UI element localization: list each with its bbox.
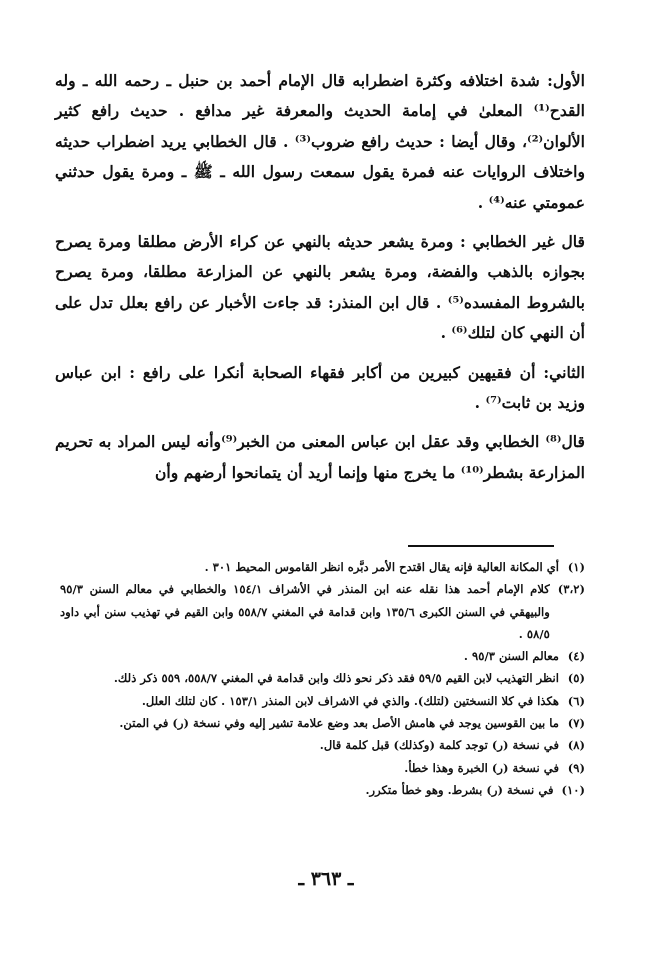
footnote [60, 556, 585, 578]
paragraph-khattabi-said: قال⁽⁸⁾ الخطابي وقد عقل ابن عباس المعنى من الخبر⁽⁹⁾وأنه ليس المراد به تحريم المزارعة بشطر⁽¹⁰⁾ ما يخرج منها وإنما أريد أن يتمانحوا أرضهم وأن [55, 432, 585, 482]
footnote [60, 779, 585, 801]
paragraph-second-reason: الثاني: أن فقيهين كبيرين من أكابر فقهاء الصحابة أنكرا على رافع : ابن عباس وزيد بن ثابت⁽⁷⁾ . [55, 362, 585, 413]
footnote-text: كلام الإمام أحمد هذا نقله عنه ابن المنذر في الأشراف ١٥٤/١ والخطابي في معالم السنن ٩٥/٣ والبيهقي في السنن الكبرى ١٣٥/٦ وابن قدامة في المغني ٥٥٨/٧ وابن القيم في تهذيب سنن أبي داود ٥٨/٥ . [60, 582, 550, 641]
footnote-text: في نسخة (ر) توجد كلمة (وكذلك) قبل كلمة قال. [319, 738, 559, 753]
footnote [60, 645, 585, 667]
footnote-number: (٦) [567, 693, 585, 708]
footnote-text: هكذا في كلا النسختين (لتلك). والذي في الاشراف لابن المنذر ١٥٣/١ . كان لتلك العلل. [141, 693, 559, 708]
footnote-text: في نسخة (ر) الخبرة وهذا خطأ. [404, 760, 559, 775]
footnote [60, 667, 585, 689]
footnote [60, 712, 585, 734]
footnote-number: (١) [567, 560, 585, 574]
footnote [60, 757, 585, 779]
footnote [60, 578, 585, 645]
page-number: ـ ٣٦٣ ـ [298, 868, 354, 890]
footnote-text: انظر التهذيب لابن القيم ٥٩/٥ فقد ذكر نحو ذلك وابن قدامة في المغني ٥٥٨/٧، ٥٥٩ ذكر ذلك. [113, 671, 559, 686]
footnote [60, 690, 585, 712]
footnote-text: ما بين القوسين يوجد في هامش الأصل بعد وضع علامة تشير إليه وفي نسخة (ر) في المتن. [119, 716, 559, 731]
main-text [55, 66, 585, 497]
paragraph-first-reason: الأول: شدة اختلافه وكثرة اضطرابه قال الإمام أحمد بن حنبل ـ رحمه الله ـ وله القدح⁽¹⁾ المعلىٰ في إمامة الحديث والمعرفة غير مدافع . حديث رافع كثير الألوان⁽²⁾، وقال أيضا : حديث رافع ضروب⁽³⁾ . قال الخطابي يريد اضطراب حديثه واختلاف الروايات عنه فمرة يقول سمعت رسول الله ـ ﷺ ـ ومرة يقول حدثني عمومتي عنه⁽⁴⁾ . [55, 71, 585, 212]
footnotes-list [60, 556, 585, 801]
footnote-number: (٨) [567, 738, 585, 753]
footnote [60, 734, 585, 756]
footnote-text: في نسخة (ر) بشرط. وهو خطأ متكرر. [365, 782, 554, 797]
footnote-number: (٤) [567, 649, 585, 664]
footnote-text: أي المكانة العالية فإنه يقال اقتدح الأمر دبَّره انظر القاموس المحيط ٣٠١ . [204, 560, 559, 574]
footnote-number: (٥) [567, 671, 585, 686]
footnote-number: (٩) [567, 760, 585, 775]
footnote-text: معالم السنن ٩٥/٣ . [463, 649, 559, 664]
footnote-separator [408, 545, 554, 547]
paragraph-other-than-khattabi: قال غير الخطابي : ومرة يشعر حديثه بالنهي عن كراء الأرض مطلقا ومرة يصرح بجوازه بالذهب والفضة، ومرة يشعر بالنهي عن المزارعة مطلقا، ومرة يصرح بالشروط المفسده⁽⁵⁾ . قال ابن المنذر: قد جاءت الأخبار عن رافع بعلل تدل على أن النهي كان لتلك⁽⁶⁾ . [55, 232, 586, 343]
footnote-number: (١٠) [561, 782, 585, 797]
footnote-number: (٧) [567, 716, 585, 731]
footnote-number: (٣،٢) [557, 582, 585, 597]
